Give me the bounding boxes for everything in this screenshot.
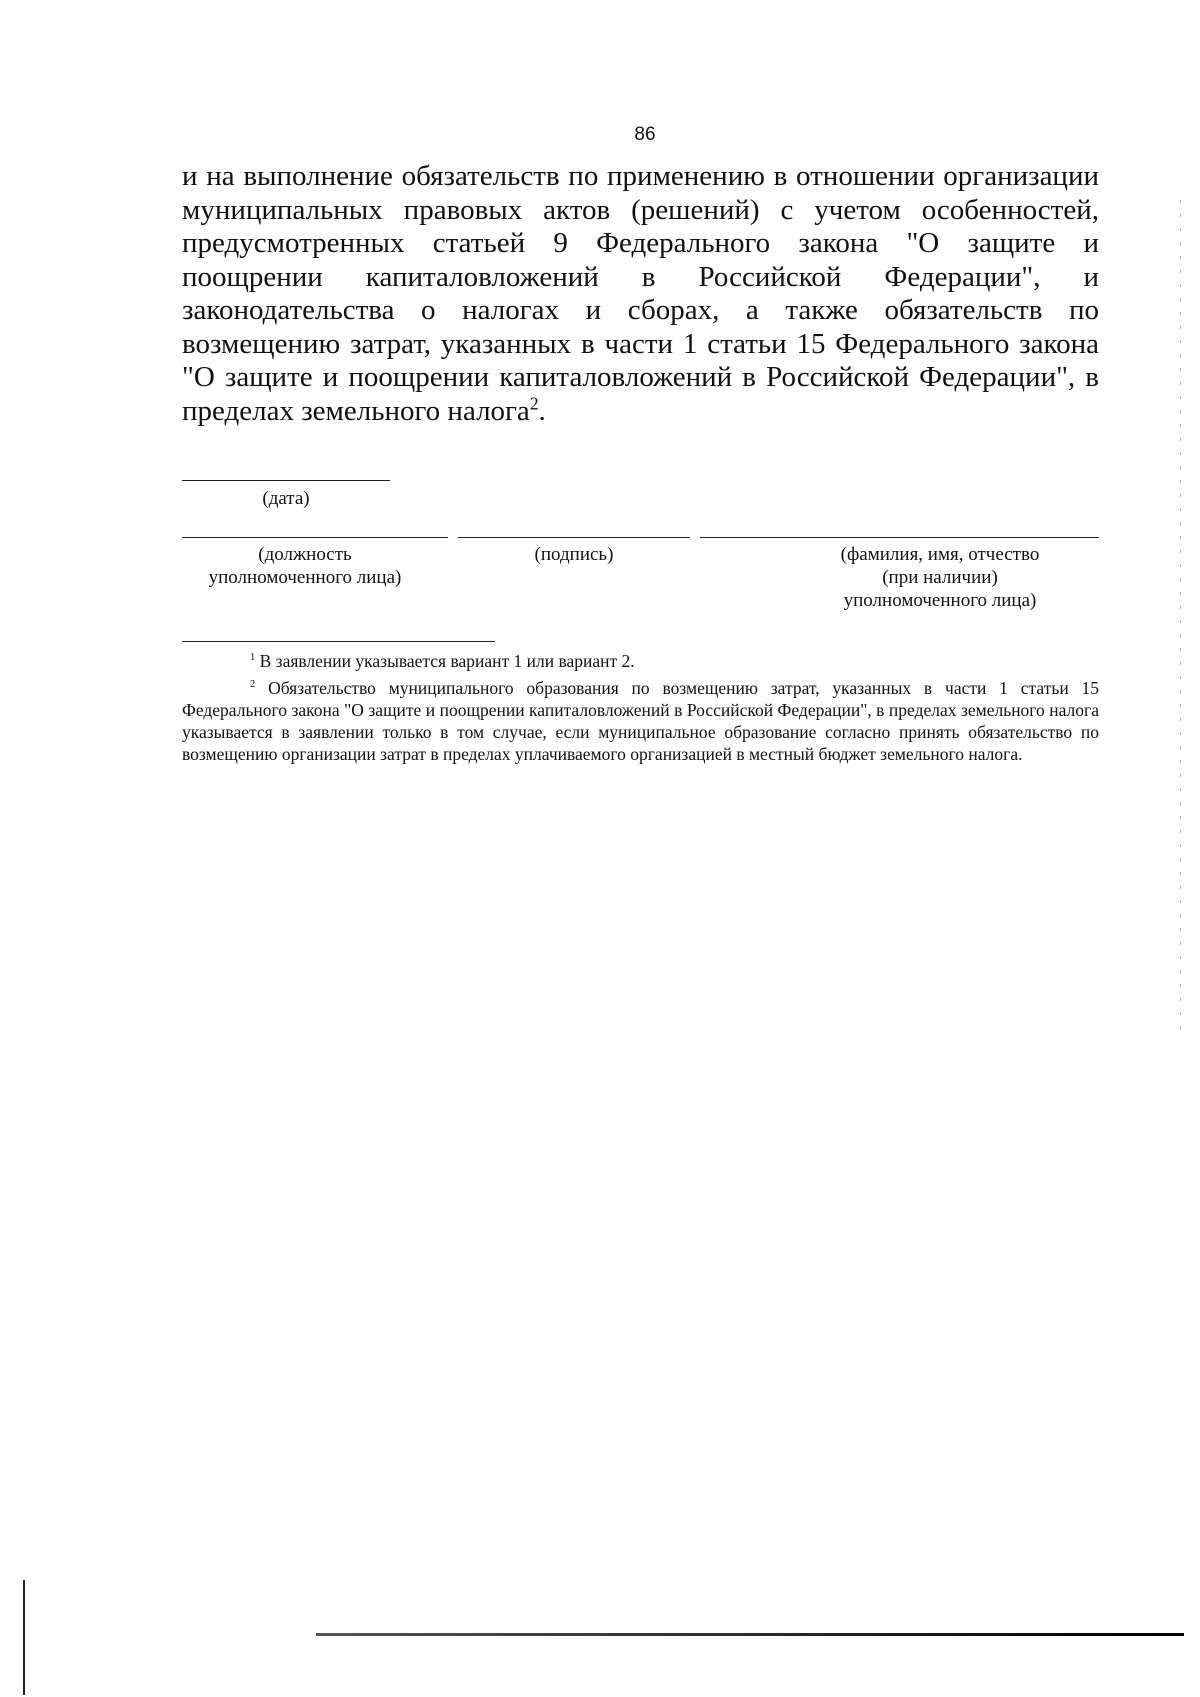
body-end-punctuation: .: [538, 394, 546, 427]
signature-label: [458, 543, 690, 566]
position-label: [182, 543, 428, 589]
scan-margin-marks: [1180, 200, 1181, 1030]
name-label-line1: (фамилия, имя, отчество: [840, 544, 1040, 565]
footnotes: [182, 650, 1099, 765]
footnote-1-text: В заявлении указывается вариант 1 или вариант 2.: [259, 651, 635, 671]
footnote-2: [182, 677, 1099, 765]
footnote-reference: 2: [529, 392, 539, 413]
name-label-line3: уполномоченного лица): [843, 590, 1037, 611]
date-label: (дата): [262, 488, 310, 509]
page-number: 86: [634, 124, 656, 145]
footnote-2-marker: 2: [250, 679, 256, 691]
scan-left-edge-line: [23, 1580, 25, 1695]
footnote-1-marker: 1: [250, 652, 256, 664]
body-text: и на выполнение обязательств по применению в отношении организации муниципальных правовых актов (решений) с учетом особенностей, предусмотренных статьей 9 Федерального закона "О защите и поощрении капиталовложений в Российской Федерации", и законодательства о налогах и сборах, а также обязательств по возмещению затрат, указанных в части 1 статьи 15 Федерального закона "О защите и поощрении капиталовложений в Российской Федерации", в пределах земельного налога: [182, 160, 1099, 427]
body-paragraph: [182, 160, 1099, 428]
footnote-1: [182, 650, 1099, 672]
position-line: [182, 537, 448, 538]
position-label-line1: (должность: [258, 544, 352, 565]
name-label-line2: (при наличии): [882, 567, 998, 588]
date-line: [182, 480, 390, 481]
footnote-2-text: Обязательство муниципального образования по возмещению затрат, указанных в части 1 статьи 15 Федерального закона "О защите и поощрении капиталовложений в Российской Федерации", в пределах земельного налога указывается в заявлении только в том случае, если муниципальное образование согласно принять обязательство по возмещению организации затрат в пределах уплачиваемого организацией в местный бюджет земельного налога.: [182, 678, 1100, 764]
scan-bottom-edge-line: [316, 1633, 1184, 1636]
signature-label-text: (подпись): [534, 544, 614, 565]
name-label: [780, 543, 1100, 612]
name-line: [700, 537, 1099, 538]
position-label-line2: уполномоченного лица): [208, 567, 402, 588]
signature-line: [458, 537, 690, 538]
footnote-separator: [182, 641, 495, 642]
